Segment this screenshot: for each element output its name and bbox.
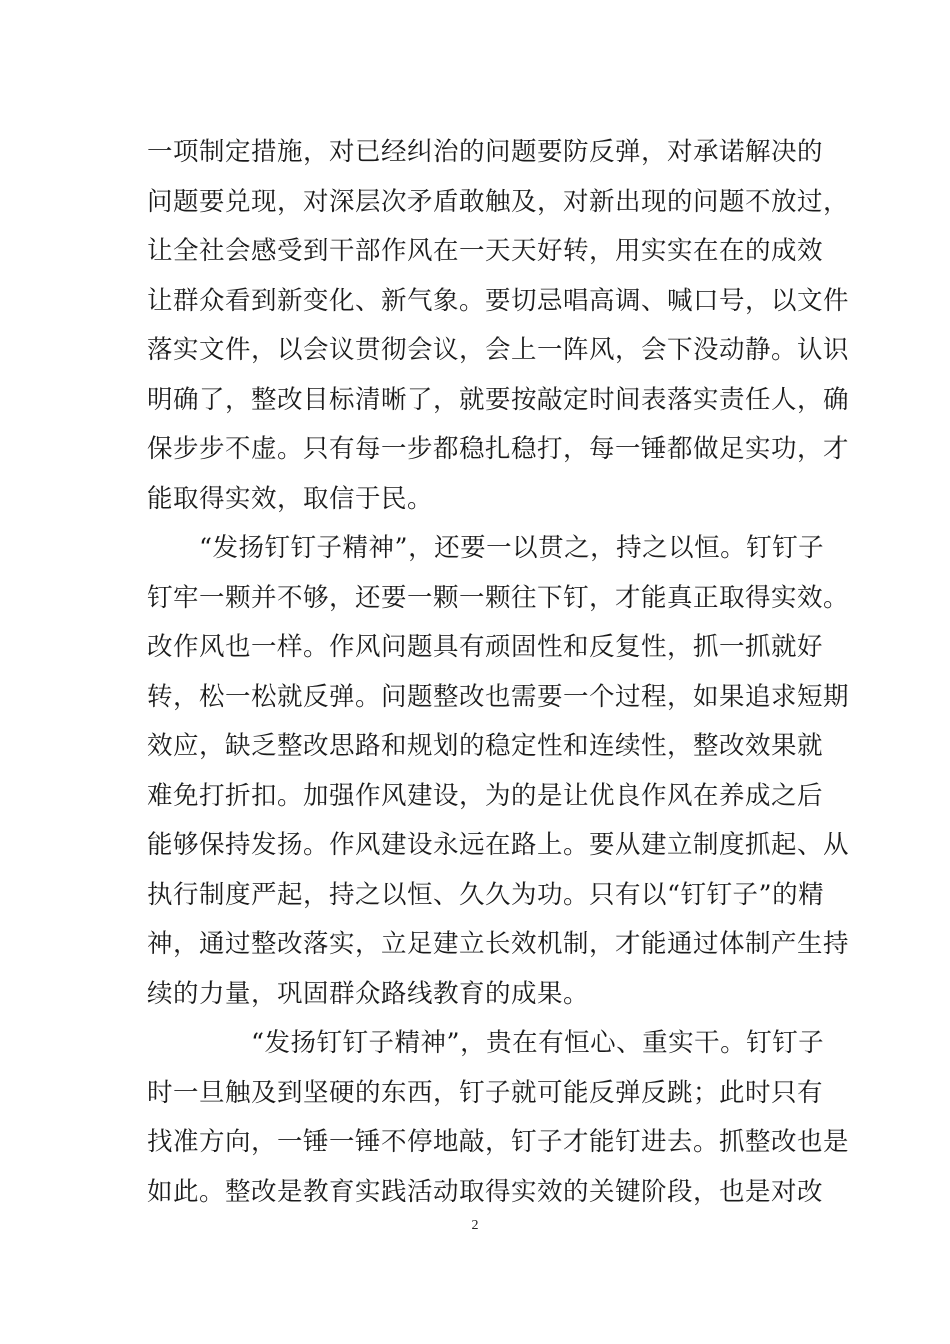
text-line: 执行制度严起，持之以恒、久久为功。只有以“钉钉子”的精 (147, 879, 825, 910)
text-line: 如此。整改是教育实践活动取得实效的关键阶段，也是对改 (147, 1176, 824, 1207)
text-line: 让全社会感受到干部作风在一天天好转，用实实在在的成效 (147, 236, 824, 266)
text-line: 时一旦触及到坚硬的东西，钉子就可能反弹反跳；此时只有 (147, 1077, 824, 1108)
text-line: 落实文件，以会议贯彻会议，会上一阵风，会下没动静。认识 (147, 335, 850, 365)
text-line: 能够保持发扬。作风建设永远在路上。要从建立制度抓起、从 (147, 830, 850, 860)
text-line: 续的力量，巩固群众路线教育的成果。 (147, 978, 590, 1009)
text-line: 神，通过整改落实，立足建立长效机制，才能通过体制产生持 (147, 929, 850, 959)
text-line: 效应，缺乏整改思路和规划的稳定性和连续性，整改效果就 (147, 731, 824, 761)
body-text (147, 128, 850, 1217)
text-line: 难免打折扣。加强作风建设，为的是让优良作风在养成之后 (147, 780, 824, 811)
text-line: 转，松一松就反弹。问题整改也需要一个过程，如果追求短期 (147, 681, 850, 712)
text-line: 让群众看到新变化、新气象。要切忌唱高调、喊口号，以文件 (147, 285, 850, 316)
text-line: 一项制定措施，对已经纠治的问题要防反弹，对承诺解决的 (147, 137, 824, 167)
text-line: 钉牢一颗并不够，还要一颗一颗往下钉，才能真正取得实效。 (147, 582, 850, 613)
text-line: 改作风也一样。作风问题具有顽固性和反复性，抓一抓就好 (147, 632, 824, 662)
paragraph-first-line: “发扬钉钉子精神”，贵在有恒心、重实干。钉钉子 (251, 1028, 825, 1058)
text-line: 保步步不虚。只有每一步都稳扎稳打，每一锤都做足实功，才 (147, 434, 850, 464)
page-number: 2 (471, 1218, 479, 1233)
paragraph-first-line: “发扬钉钉子精神”，还要一以贯之，持之以恒。钉钉子 (199, 533, 825, 563)
text-line: 问题要兑现，对深层次矛盾敢触及，对新出现的问题不放过， (147, 186, 850, 217)
text-line: 明确了，整改目标清晰了，就要按敲定时间表落实责任人，确 (147, 384, 850, 415)
text-line: 找准方向，一锤一锤不停地敲，钉子才能钉进去。抓整改也是 (147, 1127, 850, 1157)
text-line: 能取得实效，取信于民。 (147, 483, 434, 514)
